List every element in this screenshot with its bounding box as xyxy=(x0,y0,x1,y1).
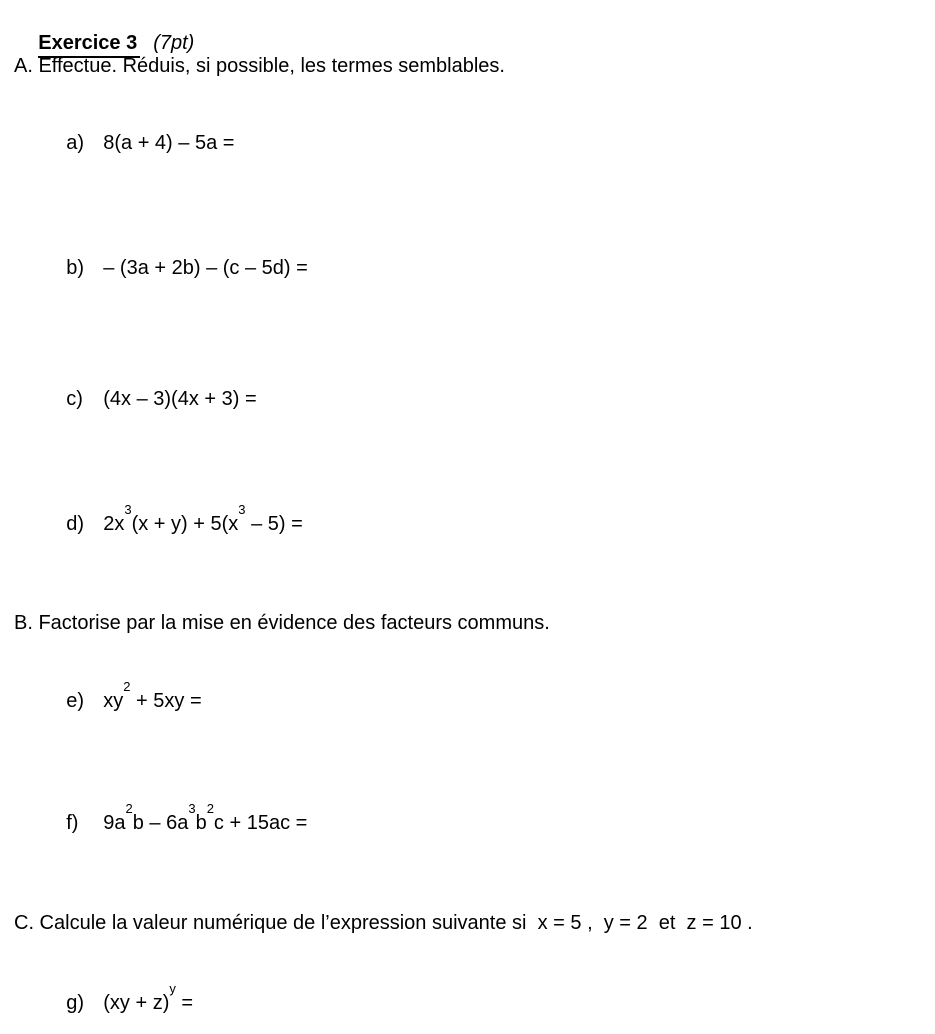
exponent: 3 xyxy=(188,801,196,817)
item-label: b) xyxy=(66,257,85,279)
exponent: 2 xyxy=(125,801,133,817)
formula-text: (x + y) + 5(x xyxy=(131,513,239,535)
formula-text: b – 6a xyxy=(132,812,189,834)
item-formula xyxy=(103,679,202,712)
item-formula xyxy=(103,801,308,834)
exponent: y xyxy=(169,981,176,997)
formula-text: – (3a + 2b) – (c – 5d) = xyxy=(103,257,308,279)
formula-text: + 5xy = xyxy=(130,690,202,712)
exercise-item-a xyxy=(44,104,234,182)
exercise-item-d xyxy=(44,485,303,563)
item-formula xyxy=(103,388,256,410)
formula-text: = xyxy=(175,992,194,1014)
exponent: 3 xyxy=(124,502,132,518)
exercise-title: Exercice 3 xyxy=(38,30,140,58)
formula-text: b xyxy=(195,812,207,834)
formula-text: (4x – 3)(4x + 3) = xyxy=(103,388,257,410)
exponent: 2 xyxy=(206,801,214,817)
formula-text: 9a xyxy=(103,812,126,834)
item-formula xyxy=(103,502,303,535)
exercise-item-f xyxy=(44,784,307,862)
formula-text: c + 15ac = xyxy=(213,812,308,834)
exercise-item-g xyxy=(44,964,193,1034)
item-formula xyxy=(103,257,308,279)
section-header-c: C. Calcule la valeur numérique de l’expression suivante si x = 5 , y = 2 et z = 10 . xyxy=(14,912,753,934)
item-label: e) xyxy=(66,690,85,712)
exponent: 2 xyxy=(123,679,131,695)
item-formula xyxy=(103,981,194,1014)
item-formula xyxy=(103,132,234,154)
item-label: d) xyxy=(66,513,85,535)
formula-text: (xy + z) xyxy=(103,992,170,1014)
formula-text: – 5) = xyxy=(245,513,303,535)
item-label: a) xyxy=(66,132,85,154)
section-header-a: A. Effectue. Réduis, si possible, les termes semblables. xyxy=(14,55,505,77)
formula-text: xy xyxy=(103,690,124,712)
formula-text: 2x xyxy=(103,513,125,535)
exercise-item-e xyxy=(44,662,202,740)
section-header-b: B. Factorise par la mise en évidence des facteurs communs. xyxy=(14,612,550,634)
item-label: f) xyxy=(66,812,79,834)
item-label: c) xyxy=(66,388,83,410)
exponent: 3 xyxy=(238,502,246,518)
points-label: (7pt) xyxy=(153,32,195,54)
item-label: g) xyxy=(66,992,85,1014)
formula-text: 8(a + 4) – 5a = xyxy=(103,132,235,154)
exercise-item-b xyxy=(44,229,308,307)
exercise-item-c xyxy=(44,360,257,438)
